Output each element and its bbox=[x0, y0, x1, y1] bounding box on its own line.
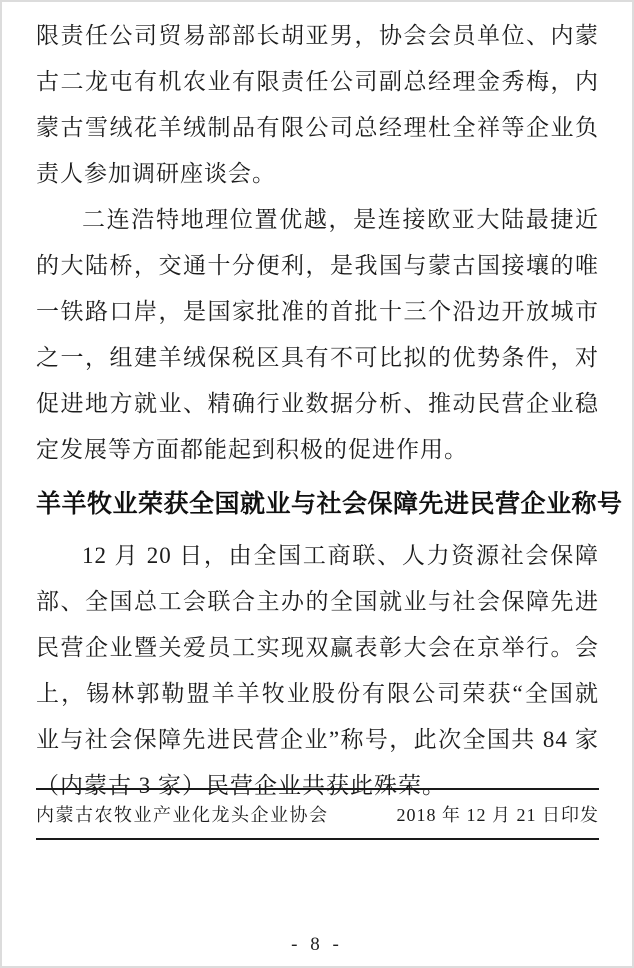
document-content bbox=[36, 13, 623, 809]
article-heading: 羊羊牧业荣获全国就业与社会保障先进民营企业称号 bbox=[36, 491, 623, 518]
footer-issuer: 内蒙古农牧业产业化龙头企业协会 bbox=[36, 805, 329, 825]
footer-print-date: 2018 年 12 月 21 日印发 bbox=[396, 805, 599, 825]
body-paragraph-award: 12 月 20 日，由全国工商联、人力资源社会保障部、全国总工会联合主办的全国就业与社会保障先进民营企业暨关爱员工实现双赢表彰大会在京举行。会上，锡林郭勒盟羊羊牧业股份有限公司荣获“全国就业与社会保障先进民营企业”称号，此次全国共 84 家（内蒙古 3 家）民营企业共获此殊荣。 bbox=[36, 543, 599, 798]
page-number: - 8 - bbox=[291, 934, 343, 955]
footer-imprint bbox=[36, 788, 599, 840]
body-paragraph-erlianhaote: 二连浩特地理位置优越，是连接欧亚大陆最捷近的大陆桥，交通十分便利，是我国与蒙古国接壤的唯一铁路口岸，是国家批准的首批十三个沿边开放城市之一，组建羊绒保税区具有不可比拟的优势条件，对促进地方就业、精确行业数据分析、推动民营企业稳定发展等方面都能起到积极的促进作用。 bbox=[36, 207, 599, 462]
body-paragraph-continuation: 限责任公司贸易部部长胡亚男，协会会员单位、内蒙古二龙屯有机农业有限责任公司副总经理金秀梅，内蒙古雪绒花羊绒制品有限公司总经理杜全祥等企业负责人参加调研座谈会。 bbox=[36, 23, 599, 186]
